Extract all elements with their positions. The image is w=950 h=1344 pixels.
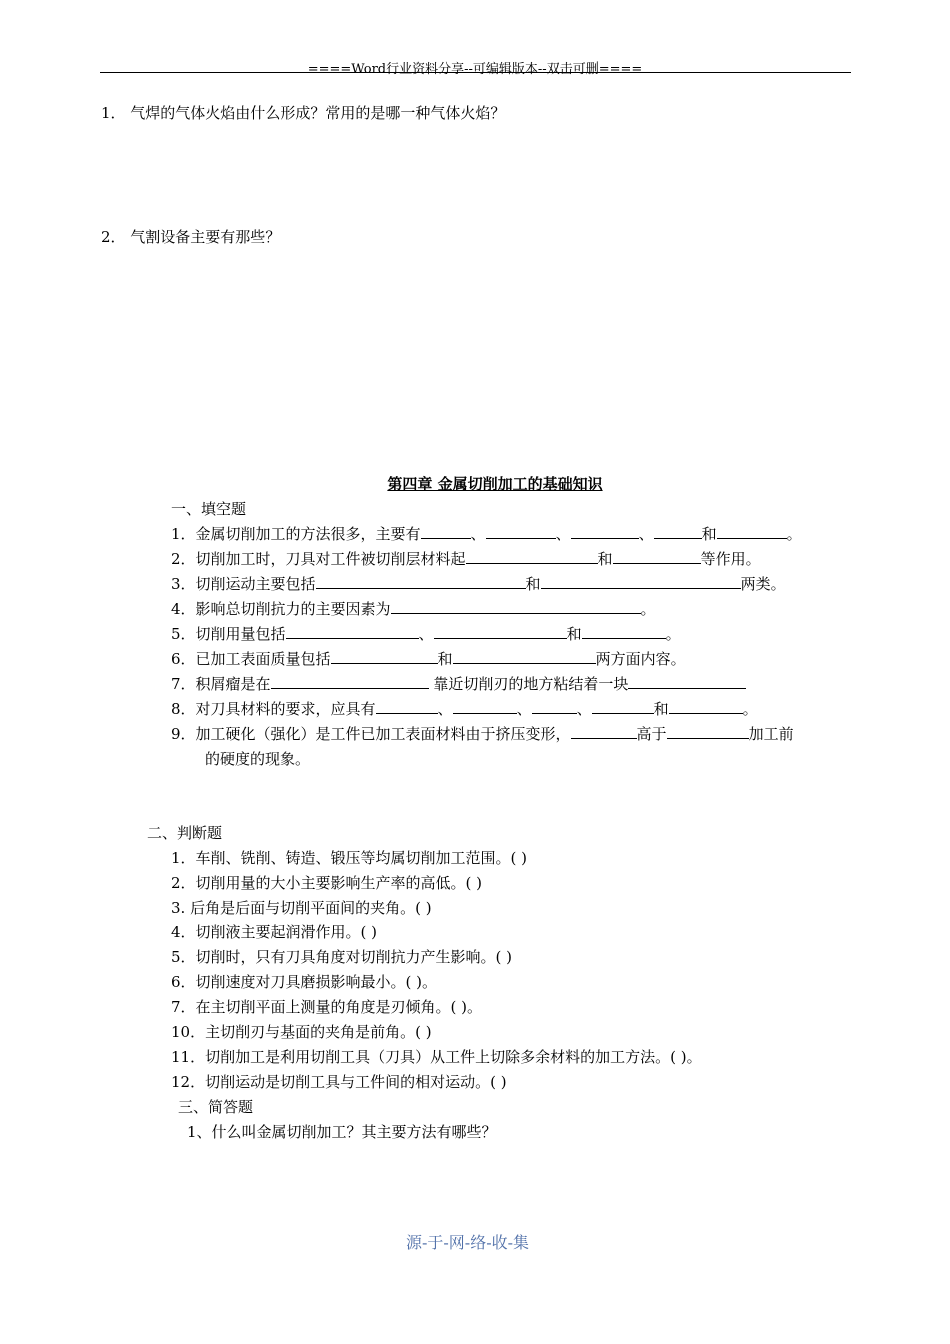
fill-text: 、: [418, 625, 434, 643]
fill-text: 2．切削加工时，刀具对工件被切削层材料起: [171, 550, 466, 568]
blank[interactable]: [669, 698, 743, 714]
blank[interactable]: [331, 648, 438, 664]
fill-text: 两类。: [740, 575, 786, 593]
blank[interactable]: [453, 698, 517, 714]
judge-item: 2．切削用量的大小主要影响生产率的高低。( ): [171, 874, 483, 892]
fill-text: 靠近切削刃的地方粘结着一块: [428, 675, 629, 693]
blank[interactable]: [486, 523, 556, 539]
judge-heading: 二、判断题: [147, 824, 223, 842]
page-footer: 源-于-网-络-收-集: [405, 1233, 530, 1252]
fill-text: 、: [576, 700, 592, 718]
judge-item: 7．在主切削平面上测量的角度是刃倾角。( )。: [171, 998, 483, 1016]
fill-text: 6．已加工表面质量包括: [171, 650, 331, 668]
fill-text: 和: [653, 700, 669, 718]
fill-text: 、: [437, 700, 453, 718]
fill-item-9: [171, 723, 794, 744]
fill-text: 9．加工硬化（强化）是工件已加工表面材料由于挤压变形，: [171, 725, 571, 743]
fill-item-9-cont: 的硬度的现象。: [205, 750, 311, 768]
question-1: 1． 气焊的气体火焰由什么形成？常用的是哪一种气体火焰？: [101, 104, 506, 122]
fill-text: 、: [555, 525, 571, 543]
fill-item-2: [171, 548, 761, 569]
blank[interactable]: [717, 523, 787, 539]
fill-text: 。: [742, 700, 758, 718]
fill-item-6: [171, 648, 686, 669]
blank[interactable]: [571, 723, 637, 739]
fill-text: 5．切削用量包括: [171, 625, 286, 643]
fill-text: 。: [665, 625, 681, 643]
judge-item: 11．切削加工是利用切削工具（刀具）从工件上切除多余材料的加工方法。( )。: [171, 1048, 702, 1066]
fill-item-3: [171, 573, 786, 594]
blank[interactable]: [532, 698, 577, 714]
judge-item: 12．切削运动是切削工具与工件间的相对运动。( ): [171, 1073, 507, 1091]
fill-text: 和: [566, 625, 582, 643]
fill-item-8: [171, 698, 758, 719]
judge-item: 3. 后角是后面与切削平面间的夹角。( ): [171, 899, 432, 917]
short-item: 1、什么叫金属切削加工？其主要方法有哪些？: [187, 1123, 497, 1141]
blank[interactable]: [271, 673, 429, 689]
fill-text: 和: [701, 525, 717, 543]
fill-item-7: [171, 673, 746, 694]
fill-text: 、: [516, 700, 532, 718]
blank[interactable]: [316, 573, 526, 589]
blank[interactable]: [592, 698, 654, 714]
question-2: 2． 气割设备主要有那些？: [101, 228, 281, 246]
fill-text: 两方面内容。: [595, 650, 686, 668]
chapter-title: 第四章 金属切削加工的基础知识: [387, 475, 603, 493]
fill-text: 3．切削运动主要包括: [171, 575, 316, 593]
page-header: ====Word行业资料分享--可编辑版本--双击可删====: [307, 62, 643, 77]
fill-item-1: [171, 523, 802, 544]
blank[interactable]: [391, 598, 641, 614]
blank[interactable]: [541, 573, 741, 589]
short-heading: 三、简答题: [178, 1098, 254, 1116]
blank[interactable]: [582, 623, 666, 639]
fill-heading: 一、填空题: [171, 500, 247, 518]
fill-text: 加工前: [748, 725, 794, 743]
fill-text: 和: [525, 575, 541, 593]
fill-item-5: [171, 623, 681, 644]
blank[interactable]: [466, 548, 598, 564]
fill-text: 。: [640, 600, 656, 618]
blank[interactable]: [667, 723, 749, 739]
fill-item-4: [171, 598, 656, 619]
fill-text: 和: [597, 550, 613, 568]
blank[interactable]: [453, 648, 596, 664]
fill-text: 8．对刀具材料的要求，应具有: [171, 700, 376, 718]
fill-text: 高于: [636, 725, 667, 743]
fill-text: 、: [638, 525, 654, 543]
judge-item: 10．主切削刃与基面的夹角是前角。( ): [171, 1023, 432, 1041]
fill-text: 7．积屑瘤是在: [171, 675, 271, 693]
judge-item: 5．切削时，只有刀具角度对切削抗力产生影响。( ): [171, 948, 513, 966]
blank[interactable]: [376, 698, 438, 714]
judge-item: 1．车削、铣削、铸造、锻压等均属切削加工范围。( ): [171, 849, 528, 867]
judge-item: 6．切削速度对刀具磨损影响最小。( )。: [171, 973, 438, 991]
blank[interactable]: [421, 523, 471, 539]
header-rule: [100, 72, 851, 73]
blank[interactable]: [286, 623, 419, 639]
fill-text: 等作用。: [700, 550, 761, 568]
blank[interactable]: [571, 523, 639, 539]
fill-text: 、: [470, 525, 486, 543]
fill-text: 4．影响总切削抗力的主要因素为: [171, 600, 391, 618]
blank[interactable]: [654, 523, 702, 539]
fill-text: 。: [786, 525, 802, 543]
fill-text: 1．金属切削加工的方法很多，主要有: [171, 525, 421, 543]
blank[interactable]: [613, 548, 701, 564]
blank[interactable]: [628, 673, 746, 689]
fill-text: 和: [437, 650, 453, 668]
blank[interactable]: [434, 623, 567, 639]
judge-item: 4．切削液主要起润滑作用。( ): [171, 923, 378, 941]
